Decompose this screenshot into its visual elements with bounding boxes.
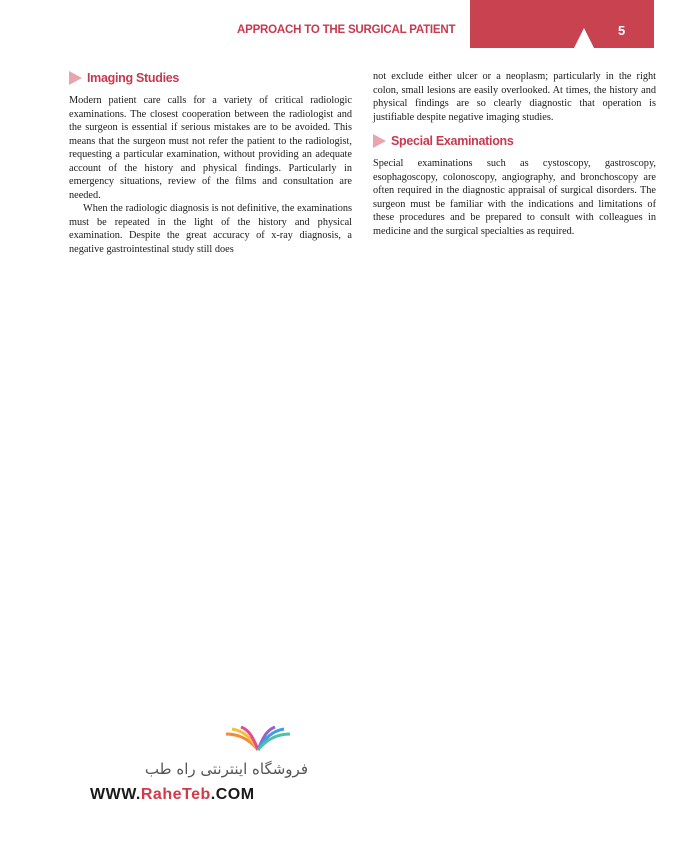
paragraph: Modern patient care calls for a variety of critical radiologic examinations. The closest cooperation between the radiologist and the surgeon is essential if serious mistakes are to be avoided. This means that the surgeon must not refer the patient to the radiologist, requesting a particular examination, without providing an adequate account of the history and physical findings. Particularly in emergency situations, review of the films and consultation are needed. (69, 95, 352, 201)
url-suffix: .COM (210, 786, 255, 803)
store-url (90, 786, 255, 804)
section-heading-special (373, 133, 656, 149)
paragraph: Special examinations such as cystoscopy, gastroscopy, esophagoscopy, colonoscopy, angiography, and bronchoscopy are often required in the diagnostic appraisal of surgical disorders. The surgeon must be familiar with the indications and limitations of these procedures and be prepared to consult with colleagues in medicine and the surgical specialties as required. (373, 158, 656, 237)
right-column (373, 70, 656, 238)
paragraph: not exclude either ulcer or a neoplasm; particularly in the right colon, small lesions are easily overlooked. At times, the history and physical findings are so clearly diagnostic that operation is justifiable despite negative imaging studies. (373, 71, 656, 123)
open-book-logo-icon (222, 726, 294, 752)
running-header-title: APPROACH TO THE SURGICAL PATIENT (237, 24, 456, 36)
header-tab (470, 0, 654, 48)
header-tab-notch (574, 28, 594, 48)
triangle-bullet-icon (373, 134, 386, 148)
page-number: 5 (618, 23, 626, 38)
triangle-bullet-icon (69, 71, 82, 85)
section-heading-label: Special Examinations (391, 134, 514, 148)
url-brand: RaheTeb (140, 786, 211, 803)
paragraph: When the radiologic diagnosis is not definitive, the examinations must be repeated in the light of the history and physical examination. Despite the great accuracy of x-ray diagnosis, a negative gastrointestinal study still does (69, 203, 352, 255)
left-column (69, 70, 352, 256)
section-heading-label: Imaging Studies (87, 71, 180, 85)
store-name: فروشگاه اینترنتی راه طب (144, 760, 308, 778)
section-heading-imaging (69, 70, 352, 86)
url-prefix: WWW. (90, 786, 141, 803)
